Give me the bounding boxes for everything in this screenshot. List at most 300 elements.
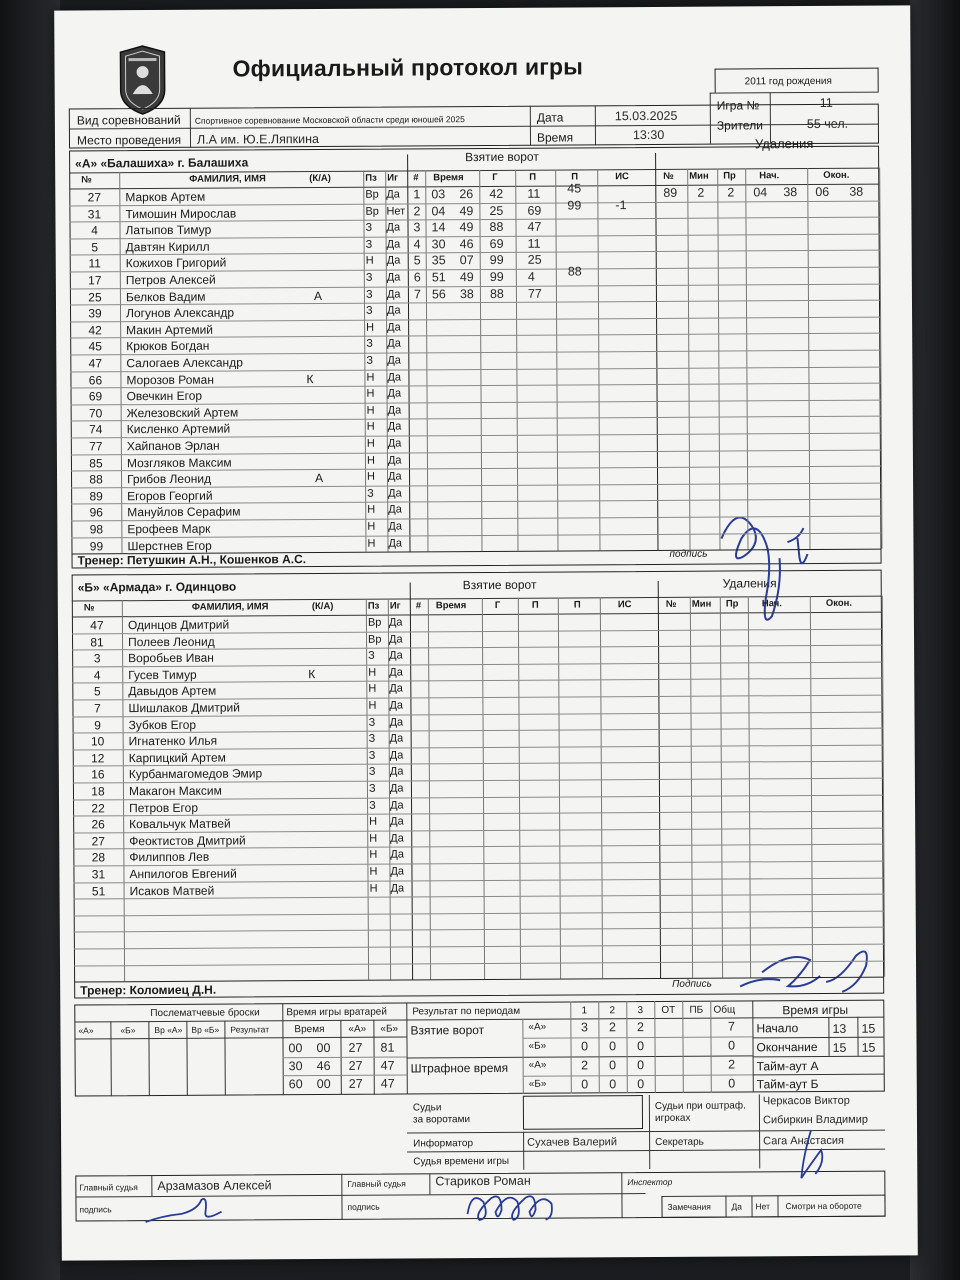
player-position: З (367, 487, 374, 500)
goal-scorer: 88 (489, 220, 504, 235)
team_b-col-header-pos: Пз (367, 600, 380, 612)
secretary-value: Сага Анастасия (763, 1134, 844, 1148)
date-label: Дата (536, 110, 564, 125)
player-plays: Да (389, 666, 403, 679)
gk-col-b: «Б» (380, 1023, 399, 1035)
referee-1-sign-label: подпись (79, 1204, 112, 1215)
team-b-coach: Тренер: Коломиец Д.Н. (80, 982, 217, 998)
player-plays: Да (389, 716, 404, 729)
player-name: Макин Артемий (126, 322, 214, 337)
team_b-col-header-pen-end: Окон. (825, 597, 853, 609)
player-role-mark: К (306, 371, 314, 386)
player-plays: Да (389, 682, 403, 695)
player-plays: Да (387, 321, 401, 334)
player-name: Морозов Роман (126, 372, 214, 387)
goal-minute: 35 (431, 253, 446, 268)
player-number: 85 (89, 455, 103, 471)
goal-number: 5 (413, 253, 421, 268)
period-team: «Б» (528, 1078, 547, 1090)
player-plays: Да (386, 238, 401, 251)
period-col-4: ПБ (689, 1004, 704, 1016)
team_a-col-header-goal-is: ИС (615, 171, 629, 183)
time-label: Время (536, 130, 574, 145)
player-position: З (365, 304, 373, 317)
player-role-mark: А (315, 471, 324, 486)
period-value: 0 (608, 1039, 617, 1054)
goal-scorer: 69 (489, 236, 504, 251)
team_b-col-header-goal-p2: П (573, 599, 581, 611)
team_b-col-header-pen-reason: Пр (725, 598, 739, 610)
period-total: 0 (728, 1076, 736, 1091)
player-name: Гусев Тимур (128, 667, 197, 682)
shootout-title: Послематчевые броски (150, 1007, 260, 1020)
player-plays: Да (387, 371, 402, 384)
player-position: З (368, 716, 376, 729)
player-name: Латыпов Тимур (125, 222, 212, 238)
gk-team-b: 47 (380, 1058, 395, 1073)
end-hour: 15 (832, 1040, 847, 1055)
referee-1-label: Главный судья (79, 1182, 138, 1193)
period-value: 0 (581, 1039, 589, 1054)
player-name: Крюков Богдан (126, 339, 210, 354)
timeout-b-label: Тайм-аут Б (756, 1076, 819, 1092)
team_b-col-header-goal-g: Г (494, 599, 501, 611)
goal-assist-1: 47 (527, 219, 542, 234)
gk-team-b: 47 (380, 1076, 395, 1091)
team_b-col-header-ka: (К/А) (311, 600, 334, 613)
shootout-col-a: «А» (78, 1025, 94, 1036)
venue-value: Л.А им. Ю.Е.Ляпкина (196, 132, 319, 147)
goal-minute: 03 (431, 187, 446, 202)
player-plays: Да (387, 404, 402, 417)
player-name: Мозгляков Максим (126, 455, 232, 470)
period-col-1: 2 (609, 1005, 616, 1017)
player-plays: Да (387, 387, 402, 400)
penalty-judge-1: Черкасов Виктор (762, 1094, 850, 1108)
protocol-sheet (54, 5, 918, 1260)
game-time-title: Время игры (782, 1002, 849, 1018)
player-plays: Нет (386, 205, 406, 218)
period-value: 2 (608, 1020, 616, 1035)
player-position: З (365, 238, 373, 251)
player-position: З (366, 354, 374, 367)
goal-number: 6 (413, 270, 421, 285)
player-name: Белков Вадим (125, 289, 206, 304)
period-value: 0 (637, 1058, 645, 1073)
player-position: З (368, 649, 375, 662)
spectators-value: 55 чел. (806, 116, 849, 132)
gk-second: 00 (316, 1040, 331, 1056)
team_b-col-header-pen-start: Нач. (761, 598, 782, 610)
player-number: 12 (91, 751, 105, 766)
player-position: З (365, 221, 373, 234)
gk-team-a: 27 (348, 1076, 363, 1091)
player-number: 99 (89, 538, 104, 554)
birth-year-label: 2011 год рождения (744, 75, 832, 88)
player-number: 17 (88, 273, 102, 288)
goal-second: 49 (459, 203, 474, 218)
player-number: 10 (90, 734, 105, 749)
team_a-col-header-pen-end: Окон. (823, 169, 850, 181)
player-number: 31 (87, 206, 102, 222)
player-number: 88 (89, 472, 103, 487)
player-name: Игнатенко Илья (128, 733, 218, 749)
player-position: З (369, 799, 376, 812)
gk-team-b: 81 (380, 1040, 395, 1055)
goal-number: 1 (413, 187, 421, 202)
player-name: Курбанмагомедов Эмир (128, 766, 263, 782)
player-name: Давтян Кирилл (125, 239, 210, 254)
team_b-col-header-goal-p1: П (531, 599, 539, 611)
player-plays: Да (390, 848, 404, 861)
player-number: 11 (88, 256, 102, 271)
team_b-col-header-goal-time: Время (435, 600, 467, 612)
player-position: Н (367, 504, 376, 517)
goal-number: 3 (413, 220, 421, 235)
remarks-yes: Да (731, 1201, 743, 1212)
player-name: Тимошин Мирослав (125, 206, 237, 221)
player-name: Исаков Матвей (129, 883, 215, 898)
start-label: Начало (756, 1021, 799, 1036)
period-value: 0 (637, 1077, 645, 1092)
player-position: Н (369, 849, 378, 862)
goal-second: 46 (459, 236, 474, 251)
team_b-col-header-pen-min: Мин (691, 598, 712, 610)
player-number: 98 (89, 522, 104, 537)
player-name: Зубков Егор (128, 717, 197, 732)
player-position: Н (366, 421, 375, 434)
player-plays: Да (390, 832, 404, 845)
player-name: Полеев Леонид (128, 634, 215, 649)
team_b-col-header-pen-no: № (665, 598, 677, 610)
gk-team-a: 27 (348, 1040, 363, 1055)
penalty-end-second: 38 (849, 184, 864, 199)
player-name: Макагон Максим (128, 783, 222, 799)
player-position: З (368, 749, 376, 762)
goal-number: 7 (413, 286, 421, 302)
gk-col-a: «А» (348, 1023, 367, 1035)
goal-minute: 51 (431, 270, 446, 285)
goal-assist-1: 69 (527, 203, 542, 218)
player-position: Н (368, 666, 377, 679)
player-number: 89 (89, 489, 103, 504)
penalty-end-minute: 06 (815, 184, 830, 199)
player-plays: Да (390, 799, 404, 812)
referee-1-name: Арзамазов Алексей (157, 1178, 272, 1194)
player-name: Воробьев Иван (128, 650, 214, 666)
venue-label: Место проведения (76, 132, 182, 148)
team_a-col-header-pen-start: Нач. (759, 170, 780, 182)
timeout-a-label: Тайм-аут А (756, 1058, 819, 1074)
team_a-col-header-ka: (К/А) (309, 172, 331, 185)
player-position: Н (368, 683, 377, 696)
gk-team-a: 27 (348, 1058, 363, 1073)
player-name: Хайпанов Эрлан (126, 438, 220, 454)
player-position: Н (366, 387, 375, 400)
competition-value: Спортивное соревнование Московской области среди юношей 2025 (194, 114, 465, 126)
player-position: Н (369, 882, 378, 895)
player-plays: Да (388, 503, 402, 516)
player-number: 31 (91, 867, 106, 882)
team_a-col-header-name: ФАМИЛИЯ, ИМЯ (189, 173, 266, 185)
player-position: Н (366, 437, 375, 450)
team_a-col-header-pos: Пз (365, 172, 377, 184)
goal-number: 2 (413, 203, 421, 219)
period-value: 0 (609, 1077, 617, 1092)
goal-second: 49 (459, 270, 474, 285)
penalty-judges-label: Судьи при оштраф. игроках (654, 1100, 746, 1124)
player-plays: Да (388, 520, 402, 533)
player-position: Н (366, 454, 375, 467)
player-plays: Да (388, 470, 402, 483)
player-plays: Да (389, 749, 404, 762)
player-position: З (365, 288, 373, 301)
player-number: 16 (91, 767, 105, 782)
remarks-label: Замечания (667, 1201, 711, 1212)
gk-minute: 60 (288, 1077, 303, 1092)
player-name: Анпилогов Евгений (129, 866, 237, 882)
player-number: 27 (91, 834, 105, 849)
player-number: 66 (88, 372, 103, 388)
penalty-start-minute: 04 (753, 185, 768, 200)
player-number: 5 (91, 240, 99, 255)
goal-minute: 56 (431, 286, 446, 301)
period-value: 0 (609, 1058, 617, 1073)
shootout-col-gk-a: Вр «А» (154, 1024, 183, 1036)
start-hour: 13 (832, 1021, 847, 1036)
player-position: Н (368, 699, 377, 712)
goal-second: 49 (459, 220, 474, 235)
player-plays: Да (388, 537, 403, 550)
team_a-col-header-goal-g: Г (492, 171, 498, 183)
goal-judges-label-1: Судьи (412, 1102, 442, 1114)
team_a-col-header-pen-no: № (663, 170, 674, 182)
shootout-col-result: Результат (230, 1024, 270, 1035)
period-total: 7 (727, 1019, 735, 1034)
referee-2-signature (461, 1183, 571, 1230)
referee-2-name: Стариков Роман (435, 1173, 531, 1189)
player-plays: Да (386, 188, 400, 201)
player-position: З (365, 271, 373, 284)
period-value: 0 (581, 1077, 589, 1092)
player-position: Н (366, 321, 375, 334)
end-label: Окончание (756, 1039, 818, 1055)
goal-assist-1: 11 (527, 236, 541, 251)
player-name: Петров Егор (129, 800, 199, 815)
gk-second: 00 (316, 1076, 331, 1092)
goal-minute: 04 (431, 203, 446, 218)
team_a-col-header-goal-no: # (413, 172, 419, 184)
goal-assist-1: 25 (527, 253, 542, 268)
page-title: Официальный протокол игры (232, 53, 584, 82)
player-name: Грибов Леонид (127, 471, 212, 487)
team-a-signature (707, 498, 818, 649)
game-no-label: Игра № (716, 98, 760, 113)
date-value: 15.03.2025 (614, 108, 678, 124)
player-number: 77 (89, 439, 103, 454)
player-plays: Да (386, 221, 401, 234)
team_b-col-header-plays: Иг (389, 600, 401, 612)
period-team: «А» (528, 1059, 547, 1071)
player-number: 39 (88, 306, 102, 321)
period-col-0: 1 (581, 1005, 588, 1017)
informer-value: Сухачев Валерий (527, 1136, 617, 1149)
period-value: 3 (580, 1020, 588, 1035)
period-col-3: ОТ (661, 1004, 676, 1016)
background-left (0, 0, 60, 1280)
team-a-coach: Тренер: Петушкин А.Н., Кошенков А.С. (77, 552, 307, 568)
gk-minute: 30 (288, 1059, 303, 1074)
end-minute: 15 (861, 1040, 876, 1055)
player-plays: Да (388, 616, 403, 629)
player-number: 18 (91, 784, 105, 799)
period-col-5: Общ (713, 1004, 736, 1016)
player-name: Петров Алексей (125, 272, 216, 288)
referee-2-label: Главный судья (347, 1178, 406, 1189)
player-position: Н (369, 865, 378, 878)
period-team: «Б» (528, 1040, 547, 1052)
goal-second: 26 (459, 187, 474, 202)
player-plays: Да (386, 271, 401, 284)
player-position: Вр (367, 616, 382, 629)
player-number: 27 (87, 190, 102, 205)
player-plays: Да (389, 699, 404, 712)
team_b-col-header-goal-is: ИС (617, 599, 632, 611)
game-no-value: 11 (819, 95, 833, 110)
player-number: 22 (91, 800, 105, 816)
player-plays: Да (387, 337, 401, 350)
player-name: Кожихов Григорий (125, 255, 227, 271)
penalty-minutes: 2 (697, 185, 705, 200)
referee-2-sign-label: подпись (347, 1201, 380, 1212)
player-plays: Да (389, 765, 404, 778)
see-back-label: Смотри на обороте (785, 1200, 862, 1212)
player-position: Н (367, 470, 376, 483)
goal-number: 4 (413, 237, 421, 252)
team_a-col-header-pen-reason: Пр (723, 170, 736, 182)
informer-label: Информатор (413, 1138, 474, 1150)
goal-assist-2: 88 (567, 264, 582, 279)
player-name: Феоктистов Дмитрий (129, 833, 246, 848)
player-number: 26 (91, 817, 105, 832)
goal-scorer: 88 (489, 286, 504, 301)
goal-scorer: 99 (489, 269, 504, 284)
background-right (910, 0, 960, 1280)
player-number: 7 (94, 701, 101, 716)
referee-1-signature (141, 1192, 241, 1233)
player-name: Салогаев Александр (126, 355, 243, 371)
player-number: 28 (91, 850, 106, 865)
player-number: 5 (93, 684, 101, 699)
player-number: 47 (90, 618, 104, 633)
team_a-col-header-plays: Иг (387, 172, 399, 184)
player-name: Шерстнев Егор (127, 538, 212, 553)
time-value: 13:30 (632, 127, 665, 143)
goal-strength: -1 (615, 197, 627, 212)
player-plays: Да (388, 487, 402, 500)
goal-judges-field (523, 1095, 643, 1130)
player-number: 9 (94, 717, 101, 732)
team-a-penalties-title: Удаления (754, 135, 814, 152)
player-plays: Да (387, 420, 402, 433)
player-number: 96 (89, 505, 103, 520)
penalty-start-second: 38 (783, 185, 798, 200)
player-name: Филиппов Лев (129, 850, 210, 865)
team_a-col-header-no: № (81, 174, 92, 186)
player-name: Марков Артем (125, 189, 206, 205)
shootout-col-b: «Б» (120, 1025, 136, 1036)
player-plays: Да (389, 732, 404, 745)
team_b-col-header-no: № (83, 602, 95, 614)
player-position: Н (365, 255, 374, 268)
team-b-penalties-title: Удаления (722, 576, 777, 591)
player-name: Шишлаков Дмитрий (128, 700, 240, 716)
player-position: З (366, 338, 373, 351)
timekeeper-label: Судья времени игры (413, 1155, 510, 1168)
team-b-title: «Б» «Армада» г. Одинцово (77, 579, 237, 595)
start-minute: 15 (861, 1021, 876, 1036)
goal-assist-1: 11 (527, 186, 541, 201)
player-number: 47 (88, 356, 103, 371)
remarks-no: Нет (755, 1201, 771, 1212)
team-a-title: «А» «Балашиха» г. Балашиха (75, 155, 249, 171)
player-plays: Да (387, 454, 402, 467)
goal-scorer: 25 (489, 203, 504, 218)
player-number: 81 (90, 634, 104, 650)
secretary-label: Секретарь (655, 1136, 704, 1148)
competition-label: Вид соревнований (76, 112, 181, 128)
penalty-reason: 2 (727, 185, 735, 200)
team-a-goals-title: Взятие ворот (465, 149, 539, 165)
player-plays: Да (389, 649, 403, 662)
penalty-player: 89 (663, 185, 678, 200)
player-position: Вр (367, 633, 382, 646)
gk-second: 46 (316, 1058, 331, 1074)
team_a-col-header-pen-min: Мин (689, 170, 709, 182)
period-value: 2 (636, 1020, 644, 1035)
penalty-judge-2: Сибиркин Владимир (762, 1113, 869, 1127)
goal-assist-1: 4 (527, 269, 535, 284)
team-b-sign-label: Подпись (672, 978, 712, 990)
goal-minute: 30 (431, 237, 446, 252)
goal-minute: 14 (431, 220, 446, 235)
goal-second: 07 (459, 253, 474, 268)
player-name: Давыдов Артем (128, 684, 217, 699)
secretary-signature (781, 1126, 851, 1186)
goals-label: Взятие ворот (410, 1023, 485, 1038)
period-total: 0 (727, 1038, 736, 1053)
period-col-2: 3 (637, 1005, 644, 1017)
period-team: «А» (528, 1021, 547, 1033)
player-name: Мануйлов Серафим (127, 504, 241, 520)
player-name: Железовский Артем (126, 405, 239, 420)
goal-scorer: 42 (489, 186, 504, 201)
spectators-label: Зрители (716, 118, 763, 133)
periods-title: Результат по периодам (412, 1005, 521, 1018)
goal-judges-label: за воротами (412, 1114, 471, 1126)
player-plays: Да (390, 815, 404, 828)
player-position: Н (369, 832, 378, 845)
player-name: Кисленко Артемий (126, 421, 231, 437)
player-plays: Да (389, 782, 404, 795)
player-number: 74 (89, 422, 103, 437)
player-position: Н (367, 520, 376, 533)
player-number: 45 (88, 339, 102, 354)
player-plays: Да (386, 288, 401, 301)
team-a-sign-label: подпись (669, 548, 708, 560)
player-plays: Да (388, 633, 403, 646)
player-number: 3 (93, 651, 101, 666)
